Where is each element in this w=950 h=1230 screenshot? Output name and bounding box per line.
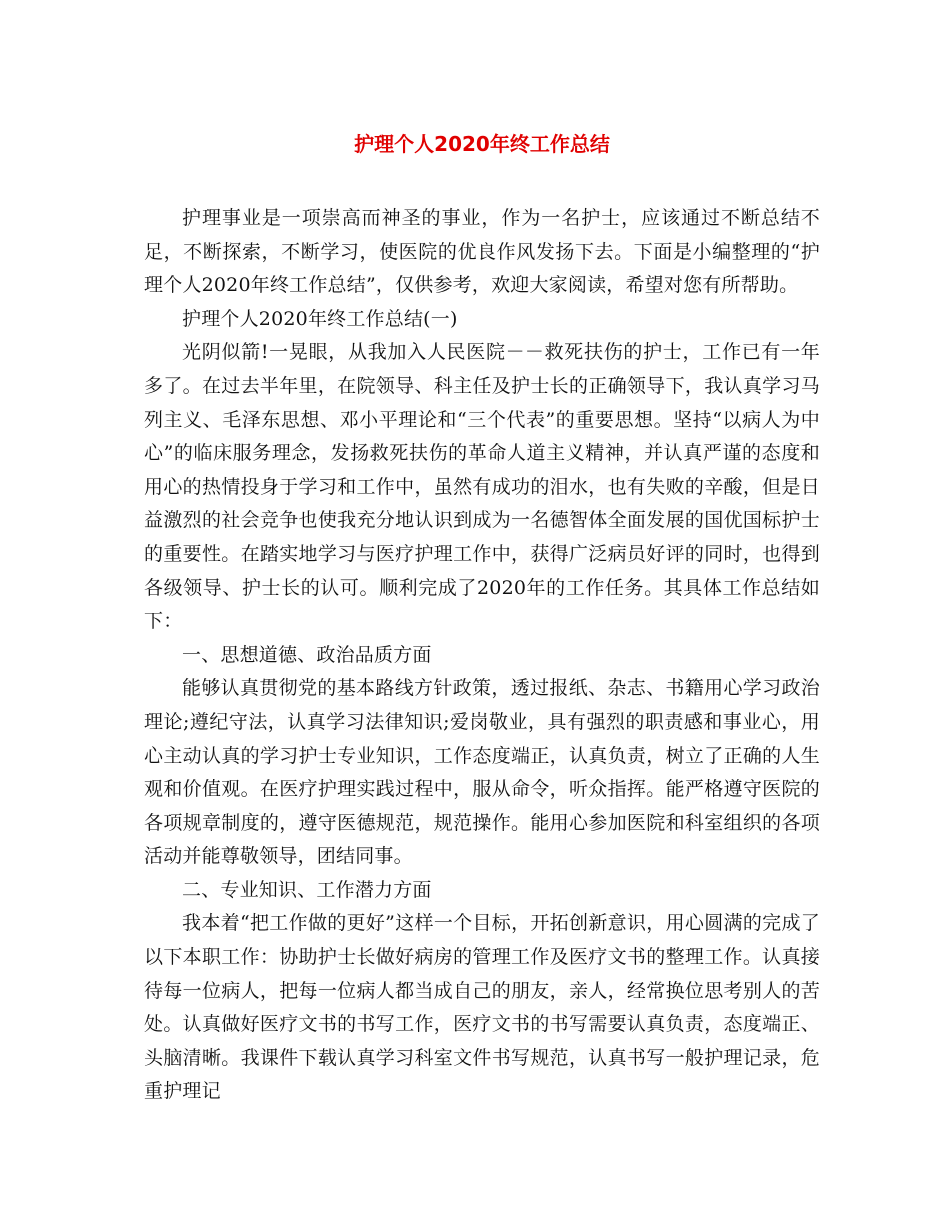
body-paragraph-overview: 光阴似箭!一晃眼，从我加入人民医院－－救死扶伤的护士，工作已有一年多了。在过去半年里，在院领导、科主任及护士长的正确领导下，我认真学习马列主义、毛泽东思想、邓小平理论和“三个代表”的重要思想。坚持“以病人为中心”的临床服务理念，发扬救死扶伤的革命人道主义精神，并认真严谨的态度和用心的热情投身于学习和工作中，虽然有成功的泪水，也有失败的辛酸，但是日益激烈的社会竞争也使我充分地认识到成为一名德智体全面发展的国优国标护士的重要性。在踏实地学习与医疗护理工作中，获得广泛病员好评的同时，也得到各级领导、护士长的认可。顺利完成了2020年的工作任务。其具体工作总结如下： xyxy=(144,341,820,633)
intro-paragraph: 护理事业是一项崇高而神圣的事业，作为一名护士，应该通过不断总结不足，不断探索，不断学习，使医院的优良作风发扬下去。下面是小编整理的“护理个人2020年终工作总结”，仅供参考，欢迎大家阅读，希望对您有所帮助。 xyxy=(144,207,820,297)
section-heading-part-one: 护理个人2020年终工作总结(一) xyxy=(182,307,458,330)
document-page xyxy=(144,130,820,1109)
body-paragraph-ideology: 能够认真贯彻党的基本路线方针政策，透过报纸、杂志、书籍用心学习政治理论;遵纪守法，认真学习法律知识;爱岗敬业，具有强烈的职责感和事业心，用心主动认真的学习护士专业知识，工作态度端正，认真负责，树立了正确的人生观和价值观。在医疗护理实践过程中，服从命令，听众指挥。能严格遵守医院的各项规章制度的，遵守医德规范，规范操作。能用心参加医院和科室组织的各项活动并能尊敬领导，团结同事。 xyxy=(144,677,820,868)
body-paragraph-professional: 我本着“把工作做的更好”这样一个目标，开拓创新意识，用心圆满的完成了以下本职工作：协助护士长做好病房的管理工作及医疗文书的整理工作。认真接待每一位病人，把每一位病人都当成自己的朋友，亲人，经常换位思考别人的苦处。认真做好医疗文书的书写工作，医疗文书的书写需要认真负责，态度端正、头脑清晰。我课件下载认真学习科室文件书写规范，认真书写一般护理记录，危重护理记 xyxy=(144,912,820,1103)
document-title: 护理个人2020年终工作总结 xyxy=(354,132,610,156)
section-heading-professional: 二、专业知识、工作潜力方面 xyxy=(182,878,432,901)
section-heading-ideology: 一、思想道德、政治品质方面 xyxy=(182,643,432,666)
